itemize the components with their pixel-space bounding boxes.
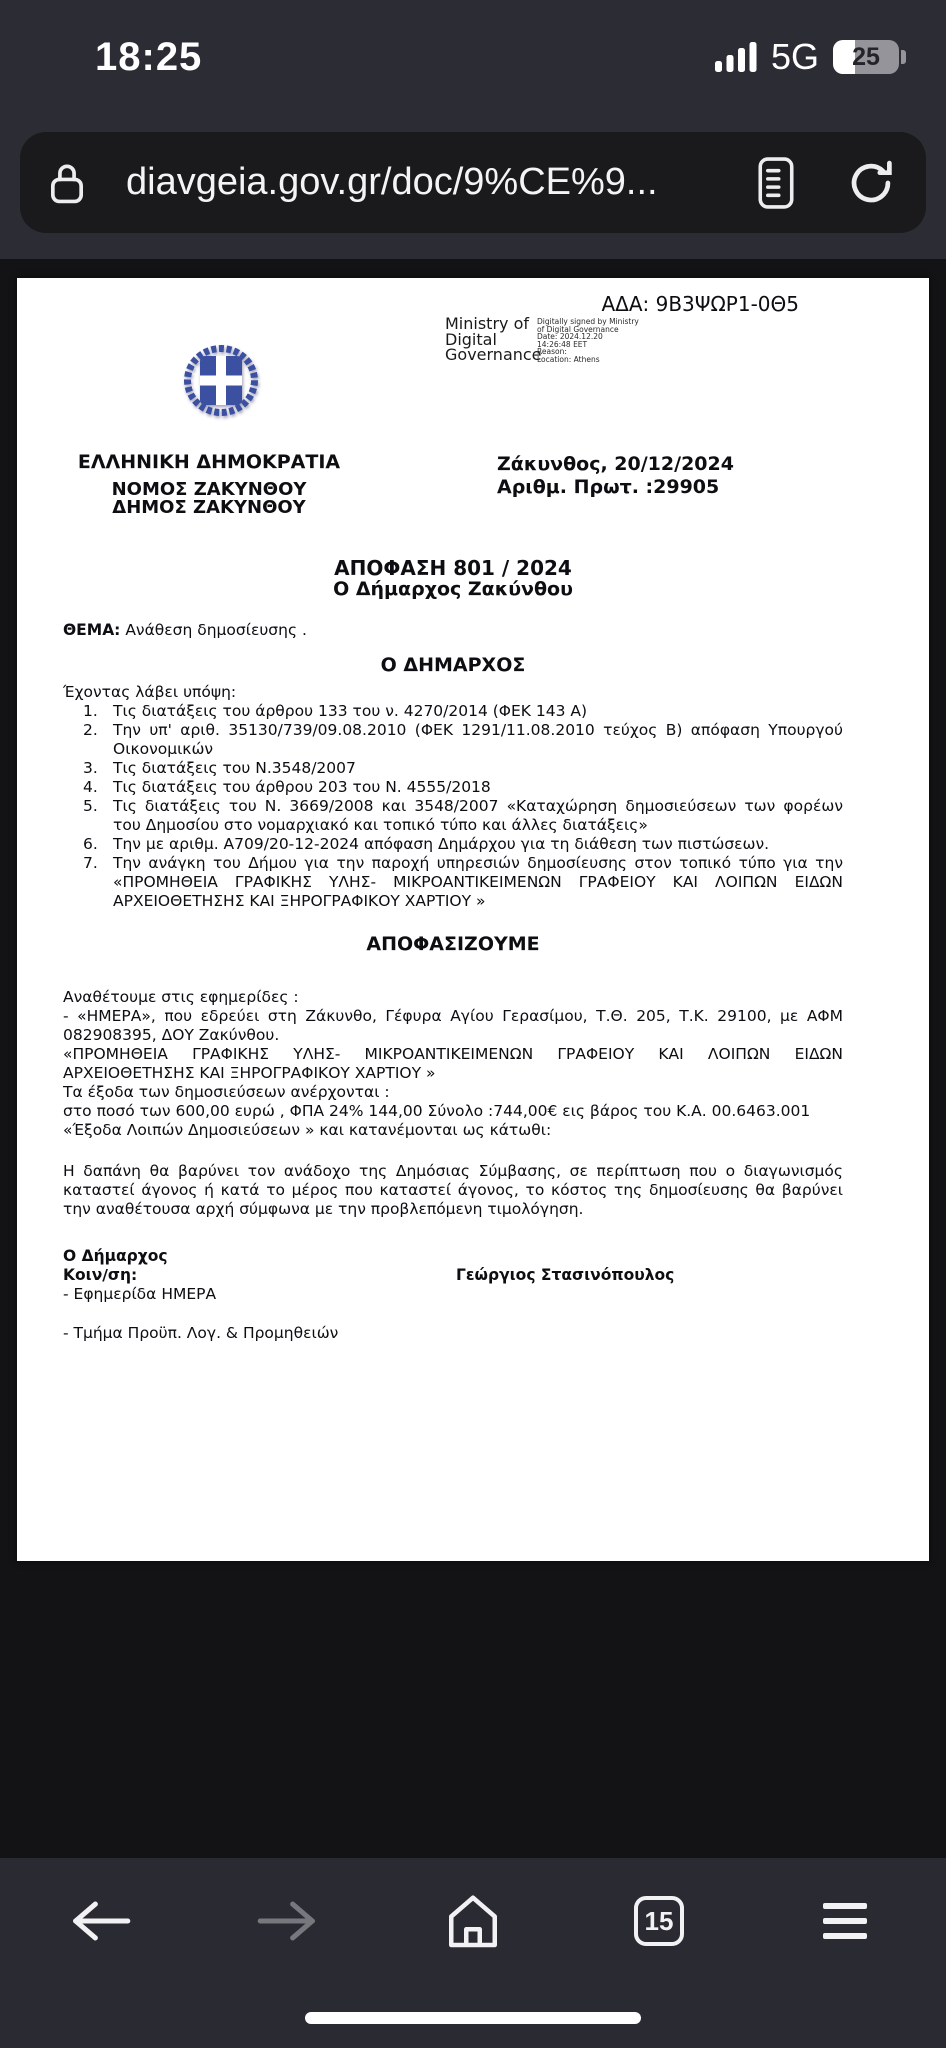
list-item: Τις διατάξεις του άρθρου 133 του ν. 4270/2014 (ΦΕΚ 143 Α) bbox=[113, 702, 588, 720]
authority-block bbox=[63, 453, 843, 517]
subject-label: ΘΕΜΑ: bbox=[63, 621, 121, 639]
paragraph: «Έξοδα Λοιπών Δημοσιεύσεων » και κατανέμονται ως κάτωθι: bbox=[63, 1121, 552, 1139]
list-item: Την ανάγκη του Δήμου για την παροχή υπηρεσιών δημοσίευσης στον τοπικό τύπο για την «ΠΡΟΜΗΘΕΙΑ ΓΡΑΦΙΚΗΣ ΥΛΗΣ- ΜΙΚΡΟΑΝΤΙΚΕΙΜΕΝΩΝ ΓΡΑΦΕΙΟΥ ΚΑΙ ΛΟΙΠΩΝ ΕΙΔΩΝ ΑΡΧΕΙΟΘΕΤΗΣΗΣ ΚΑΙ ΞΗΡΟΓΡΑΦΙΚΟΥ ΧΑΡΤΙΟΥ » bbox=[113, 854, 843, 910]
tabs-button[interactable] bbox=[624, 1886, 694, 1956]
paragraph: - «ΗΜΕΡΑ», που εδρεύει στη Ζάκυνθο, Γέφυρα Αγίου Γερασίμου, Τ.Θ. 205, Τ.Κ. 29100, με ΑΦΜ 082908395, ΔΟΥ Ζακύνθου. bbox=[63, 1007, 843, 1044]
list-item: Τις διατάξεις του Ν.3548/2007 bbox=[113, 759, 356, 777]
tab-count[interactable]: 15 bbox=[634, 1896, 684, 1946]
cc-label: Κοιν/ση: bbox=[63, 1266, 138, 1284]
cc-row bbox=[63, 1266, 843, 1285]
protocol-number: Αριθμ. Πρωτ. :29905 bbox=[497, 476, 720, 498]
signal-strength-icon bbox=[715, 42, 757, 72]
regard-list bbox=[63, 702, 843, 911]
decision-subtitle: Ο Δήμαρχος Ζακύνθου bbox=[333, 578, 573, 600]
authority-names: ΕΛΛΗΝΙΚΗ ΔΗΜΟΚΡΑΤΙΑ ΝΟΜΟΣ ΖΑΚΥΝΘΟΥ ΔΗΜΟΣ ΖΑΚΥΝΘΟΥ bbox=[77, 451, 341, 518]
ministry-label: Ministry of Digital Governance bbox=[445, 314, 542, 364]
status-icons bbox=[715, 36, 906, 78]
greek-coat-of-arms bbox=[183, 344, 259, 422]
document-header bbox=[63, 316, 843, 453]
home-button[interactable] bbox=[438, 1886, 508, 1956]
mayor-label: Ο Δήμαρχος bbox=[63, 1247, 168, 1265]
battery-percent: 25 bbox=[852, 42, 880, 71]
browser-toolbar bbox=[0, 100, 946, 259]
mayor-heading: Ο ΔΗΜΑΡΧΟΣ bbox=[380, 654, 526, 676]
address-bar[interactable] bbox=[20, 132, 926, 233]
paragraph: Αναθέτουμε στις εφημερίδες : bbox=[63, 988, 299, 1006]
refresh-icon[interactable] bbox=[846, 158, 896, 208]
bottom-navigation bbox=[0, 1858, 946, 2048]
status-time: 18:25 bbox=[95, 34, 203, 79]
place-date-protocol bbox=[497, 453, 734, 517]
document-footer bbox=[63, 1247, 843, 1343]
having-regard: Έχοντας λάβει υπόψη: bbox=[63, 683, 237, 701]
list-item: Τις διατάξεις του άρθρου 203 του Ν. 4555/2018 bbox=[113, 778, 491, 796]
list-item: Τις διατάξεις του Ν. 3669/2008 και 3548/2007 «Καταχώρηση δημοσιεύσεων των φορέων του Δημοσίου στο νομαρχιακό και τοπικό τύπο και άλλες διατάξεις» bbox=[113, 797, 843, 834]
digital-signature-details: Digitally signed by Ministry of Digital Governance Date: 2024.12.20 14:26:48 EET Reason: Location: Athens bbox=[537, 317, 639, 364]
back-button[interactable] bbox=[66, 1886, 136, 1956]
paragraph: «ΠΡΟΜΗΘΕΙΑ ΓΡΑΦΙΚΗΣ ΥΛΗΣ- ΜΙΚΡΟΑΝΤΙΚΕΙΜΕΝΩΝ ΓΡΑΦΕΙΟΥ ΚΑΙ ΛΟΙΠΩΝ ΕΙΔΩΝ ΑΡΧΕΙΟΘΕΤΗΣΗΣ ΚΑΙ ΞΗΡΟΓΡΑΦΙΚΟΥ ΧΑΡΤΙΟΥ » bbox=[63, 1045, 843, 1082]
url-text[interactable]: diavgeia.gov.gr/doc/9%CE%9... bbox=[126, 161, 658, 203]
paragraph: Η δαπάνη θα βαρύνει τον ανάδοχο της Δημόσιας Σύμβασης, σε περίπτωση που ο διαγωνισμός καταστεί άγονος ή κατά το μέρος που καταστεί άγονος, το κόστος της δημοσίευσης θα βαρύνει την αναθέτουσα αρχή σύμφωνα με την προβλεπόμενη τιμολόγηση. bbox=[63, 1162, 843, 1218]
lock-icon bbox=[50, 161, 84, 205]
reader-mode-icon[interactable] bbox=[758, 157, 794, 209]
signer-name: Γεώργιος Στασινόπουλος bbox=[456, 1266, 675, 1284]
subject-line bbox=[63, 621, 843, 640]
network-type-label: 5G bbox=[770, 36, 819, 77]
list-item: Την με αριθμ. Α709/20-12-2024 απόφαση Δημάρχου για τη διάθεση των πιστώσεων. bbox=[113, 835, 770, 853]
document-page bbox=[17, 278, 929, 1561]
cc-recipient: - Τμήμα Προϋπ. Λογ. & Προμηθειών bbox=[63, 1324, 339, 1342]
paragraph: στο ποσό των 600,00 ευρώ , ΦΠΑ 24% 144,00 Σύνολο :744,00€ εις βάρος του Κ.Α. 00.6463.001 bbox=[63, 1102, 811, 1120]
menu-button[interactable] bbox=[810, 1886, 880, 1956]
battery-icon bbox=[833, 40, 906, 74]
list-item: Την υπ' αριθ. 35130/739/09.08.2010 (ΦΕΚ 1291/11.08.2010 τεύχος Β) απόφαση Υπουργού Οικονομικών bbox=[113, 721, 843, 758]
battery-nub bbox=[901, 50, 906, 64]
status-bar bbox=[0, 0, 946, 100]
decision-title: ΑΠΟΦΑΣΗ 801 / 2024 bbox=[334, 556, 572, 580]
place-date: Ζάκυνθος, 20/12/2024 bbox=[497, 453, 734, 475]
home-indicator[interactable] bbox=[305, 2012, 641, 2024]
web-content-area[interactable] bbox=[0, 259, 946, 1858]
ada-code: ΑΔΑ: 9Β3ΨΩΡ1-0Θ5 bbox=[601, 292, 799, 316]
decide-heading: ΑΠΟΦΑΣΙΖΟΥΜΕ bbox=[366, 933, 540, 955]
paragraph: Τα έξοδα των δημοσιεύσεων ανέρχονται : bbox=[63, 1083, 390, 1101]
hamburger-icon bbox=[823, 1903, 867, 1939]
forward-button[interactable] bbox=[252, 1886, 322, 1956]
cc-recipient: - Εφημερίδα ΗΜΕΡΑ bbox=[63, 1285, 217, 1303]
subject-text: Ανάθεση δημοσίευσης . bbox=[120, 621, 307, 639]
